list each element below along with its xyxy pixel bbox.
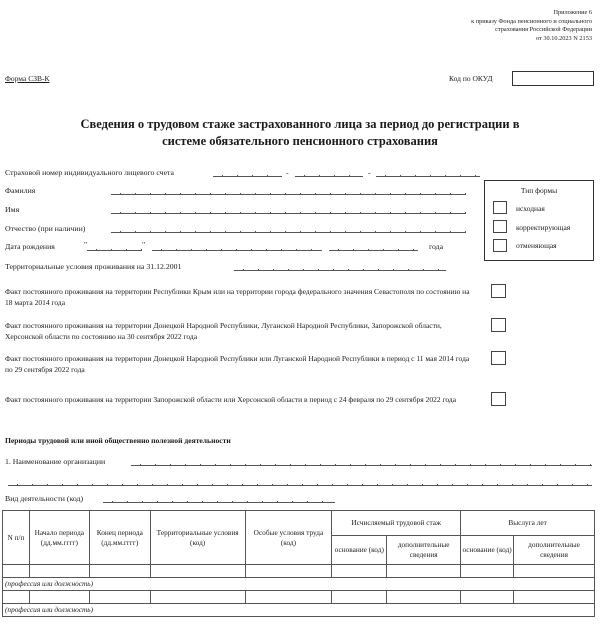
patronymic-input[interactable]	[111, 224, 466, 233]
okud-label: Код по ОКУД	[449, 74, 493, 83]
table-row	[3, 565, 595, 578]
form-type-box	[484, 180, 594, 261]
birth-month-input[interactable]	[152, 242, 322, 251]
col-header-territorial: Территориальные условия (код)	[150, 511, 245, 565]
document-title	[0, 116, 600, 150]
name-input[interactable]	[111, 205, 466, 214]
snils-separator: -	[368, 168, 371, 177]
org-name-label: 1. Наименование организации	[5, 457, 106, 466]
appendix-line-4: от 30.10.2023 N 2153	[535, 34, 592, 42]
fact-zaporozhye-kherson-text: Факт постоянного проживания на территории Запорожской области или Херсонской области в период с 24 февраля по 29 сентября 2022 года	[5, 395, 457, 404]
form-type-cancel-checkbox[interactable]	[493, 239, 507, 252]
cell-start[interactable]	[29, 565, 89, 578]
fact-zaporozhye-kherson-checkbox[interactable]	[491, 392, 506, 406]
birth-year-input[interactable]	[329, 242, 418, 251]
appendix-line-3: страхования Российской Федерации	[495, 26, 592, 33]
col-header-seniority: Выслуга лет	[461, 511, 595, 536]
birth-date-label: Дата рождения	[5, 242, 55, 251]
table-row	[3, 591, 595, 604]
cell-num[interactable]	[3, 591, 30, 604]
fact-dnr-lnr-text: Факт постоянного проживания на территории Донецкой Народной Республики или Луганской Народной Республики в период с 11 мая 2014 года по 29 сентября 2022 года	[5, 354, 470, 374]
territorial-input[interactable]	[234, 262, 446, 271]
org-name-input-line-2[interactable]	[8, 477, 592, 486]
snils-part-1-input[interactable]	[213, 168, 282, 177]
cell-seniority-basis[interactable]	[461, 591, 514, 604]
cell-stazh-basis[interactable]	[332, 565, 387, 578]
form-type-corrective-label: корректирующая	[516, 223, 571, 232]
appendix-line-1: Приложение 6	[553, 9, 592, 16]
col-header-seniority-extra: дополнительные сведения	[514, 536, 595, 565]
cell-stazh-extra[interactable]	[387, 565, 461, 578]
col-header-end: Конец периода (дд.мм.гггг)	[89, 511, 150, 565]
quote-open: "	[84, 240, 88, 249]
cell-stazh-basis[interactable]	[332, 591, 387, 604]
cell-stazh-extra[interactable]	[387, 591, 461, 604]
org-name-input[interactable]	[131, 457, 592, 466]
col-header-num: N п/п	[3, 511, 30, 565]
snils-part-2-input[interactable]	[295, 168, 363, 177]
snils-part-3-input[interactable]	[376, 168, 480, 177]
form-type-cancel-label: отменяющая	[516, 241, 557, 250]
cell-territorial[interactable]	[150, 591, 245, 604]
quote-close: "	[142, 240, 146, 249]
col-header-stazh-extra: дополнительные сведения	[387, 536, 461, 565]
form-type-original-checkbox[interactable]	[493, 201, 507, 214]
form-type-title: Тип формы	[520, 186, 558, 195]
profession-note[interactable]: (профессия или должность)	[3, 604, 595, 617]
col-header-calc-stazh: Исчисляемый трудовой стаж	[332, 511, 461, 536]
patronymic-label: Отчество (при наличии)	[5, 224, 86, 233]
cell-num[interactable]	[3, 565, 30, 578]
activity-code-input[interactable]	[103, 494, 335, 503]
cell-special[interactable]	[245, 565, 332, 578]
surname-label: Фамилия	[5, 186, 36, 195]
fact-new-regions-text: Факт постоянного проживания на территории Донецкой Народной Республики, Луганской Народной Республики, Запорожской области, Херсонской области по состоянию на 30 сентября 2022 года	[5, 321, 442, 341]
cell-seniority-extra[interactable]	[514, 591, 595, 604]
name-label: Имя	[5, 205, 20, 214]
birth-date-suffix: года	[429, 242, 444, 251]
periods-table	[2, 510, 595, 617]
col-header-special: Особые условия труда (код)	[245, 511, 332, 565]
form-name: Форма СЗВ-К	[5, 74, 50, 83]
birth-day-input[interactable]	[87, 242, 142, 251]
appendix-line-2: к приказу Фонда пенсионного и социального	[471, 17, 592, 25]
surname-input[interactable]	[111, 186, 466, 195]
form-type-original-label: исходная	[516, 204, 545, 213]
cell-seniority-extra[interactable]	[514, 565, 595, 578]
fact-new-regions-checkbox[interactable]	[491, 318, 506, 332]
periods-heading: Периоды трудовой или иной общественно полезной деятельности	[5, 436, 231, 445]
fact-crimea-text: Факт постоянного проживания на территории Республики Крым или на территории города федерального значения Севастополя по состоянию на 18 марта 2014 года	[5, 287, 470, 307]
col-header-seniority-basis: основание (код)	[461, 536, 514, 565]
snils-label: Страховой номер индивидуального лицевого счета	[5, 168, 174, 177]
cell-end[interactable]	[89, 565, 150, 578]
appendix-note	[471, 9, 592, 43]
cell-seniority-basis[interactable]	[461, 565, 514, 578]
snils-separator: -	[286, 168, 289, 177]
cell-start[interactable]	[29, 591, 89, 604]
col-header-start: Начало периода (дд.мм.гггг)	[29, 511, 89, 565]
fact-dnr-lnr-checkbox[interactable]	[491, 351, 506, 365]
profession-note[interactable]: (профессия или должность)	[3, 578, 595, 591]
title-line-1: Сведения о трудовом стаже застрахованного лица за период до регистрации в	[80, 117, 520, 131]
col-header-stazh-basis: основание (код)	[332, 536, 387, 565]
form-type-corrective-checkbox[interactable]	[493, 220, 507, 233]
activity-code-label: Вид деятельности (код)	[5, 494, 84, 503]
territorial-label: Территориальные условия проживания на 31.12.2001	[5, 262, 182, 271]
cell-territorial[interactable]	[150, 565, 245, 578]
okud-input[interactable]	[512, 71, 594, 86]
title-line-2: системе обязательного пенсионного страхования	[162, 134, 438, 148]
cell-special[interactable]	[245, 591, 332, 604]
cell-end[interactable]	[89, 591, 150, 604]
fact-crimea-checkbox[interactable]	[491, 284, 506, 298]
